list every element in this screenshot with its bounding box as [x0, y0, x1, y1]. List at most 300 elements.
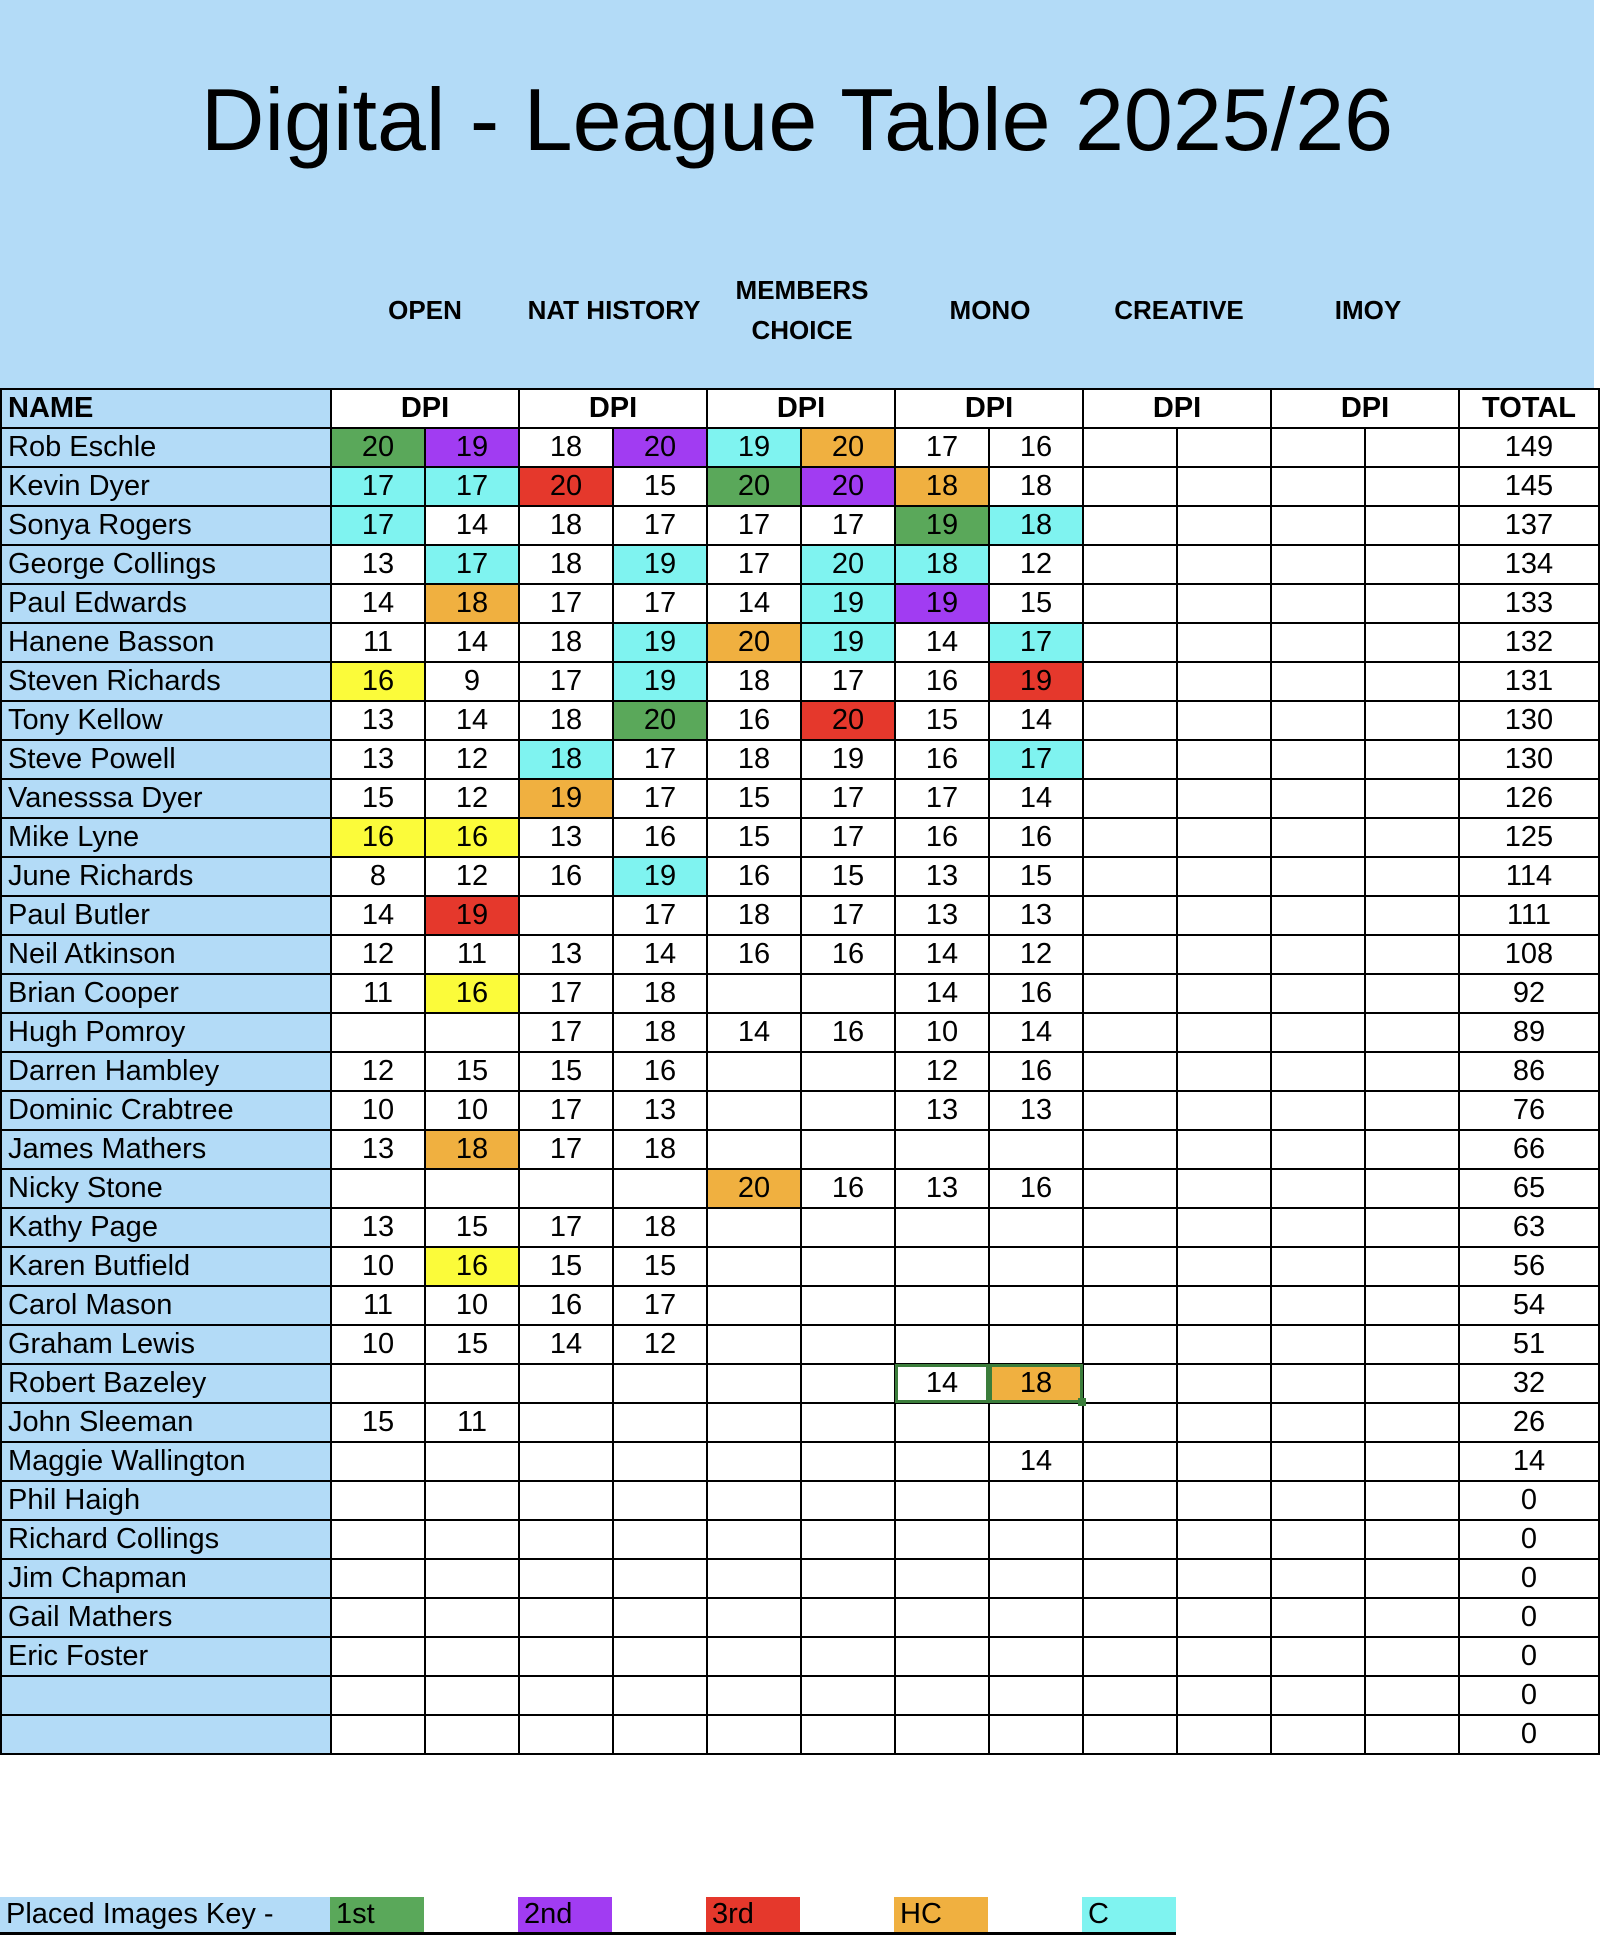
- score-cell[interactable]: 12: [425, 740, 519, 779]
- score-cell[interactable]: 16: [425, 818, 519, 857]
- score-cell[interactable]: [1177, 974, 1271, 1013]
- score-cell[interactable]: [1271, 1637, 1365, 1676]
- member-name-cell[interactable]: Robert Bazeley: [1, 1364, 331, 1403]
- member-name-cell[interactable]: Steve Powell: [1, 740, 331, 779]
- score-cell[interactable]: [707, 1286, 801, 1325]
- selection-fill-handle[interactable]: [1078, 1398, 1086, 1406]
- score-cell[interactable]: [1271, 545, 1365, 584]
- score-cell[interactable]: 13: [519, 935, 613, 974]
- score-cell[interactable]: [1271, 662, 1365, 701]
- score-cell[interactable]: 14: [519, 1325, 613, 1364]
- score-cell[interactable]: [801, 1598, 895, 1637]
- score-cell[interactable]: 18: [519, 701, 613, 740]
- score-cell[interactable]: [613, 1676, 707, 1715]
- total-cell[interactable]: 51: [1459, 1325, 1599, 1364]
- score-cell[interactable]: [989, 1481, 1083, 1520]
- score-cell[interactable]: 18: [519, 428, 613, 467]
- score-cell[interactable]: [895, 1676, 989, 1715]
- score-cell[interactable]: [1271, 1247, 1365, 1286]
- score-cell[interactable]: 19: [707, 428, 801, 467]
- member-name-cell[interactable]: Dominic Crabtree: [1, 1091, 331, 1130]
- member-name-cell[interactable]: Paul Edwards: [1, 584, 331, 623]
- total-cell[interactable]: 65: [1459, 1169, 1599, 1208]
- score-cell[interactable]: 14: [989, 1013, 1083, 1052]
- score-cell[interactable]: 13: [989, 896, 1083, 935]
- score-cell[interactable]: 13: [895, 896, 989, 935]
- score-cell[interactable]: 19: [895, 584, 989, 623]
- score-cell[interactable]: 18: [519, 545, 613, 584]
- score-cell[interactable]: 12: [331, 1052, 425, 1091]
- total-cell[interactable]: 14: [1459, 1442, 1599, 1481]
- total-cell[interactable]: 130: [1459, 701, 1599, 740]
- total-cell[interactable]: 125: [1459, 818, 1599, 857]
- score-cell[interactable]: 15: [425, 1325, 519, 1364]
- score-cell[interactable]: [1083, 1325, 1177, 1364]
- score-cell[interactable]: 16: [895, 740, 989, 779]
- total-cell[interactable]: 132: [1459, 623, 1599, 662]
- score-cell[interactable]: 16: [801, 1013, 895, 1052]
- score-cell[interactable]: 18: [895, 545, 989, 584]
- score-cell[interactable]: [895, 1325, 989, 1364]
- score-cell[interactable]: [1365, 1442, 1459, 1481]
- total-cell[interactable]: 126: [1459, 779, 1599, 818]
- score-cell[interactable]: 15: [425, 1052, 519, 1091]
- score-cell[interactable]: 20: [707, 467, 801, 506]
- selected-score-cell[interactable]: 14: [895, 1364, 989, 1403]
- score-cell[interactable]: [519, 1715, 613, 1754]
- score-cell[interactable]: [519, 1559, 613, 1598]
- score-cell[interactable]: 17: [989, 740, 1083, 779]
- score-cell[interactable]: 15: [989, 584, 1083, 623]
- score-cell[interactable]: [1271, 974, 1365, 1013]
- score-cell[interactable]: 16: [519, 1286, 613, 1325]
- score-cell[interactable]: 14: [895, 935, 989, 974]
- score-cell[interactable]: 17: [707, 506, 801, 545]
- total-cell[interactable]: 56: [1459, 1247, 1599, 1286]
- score-cell[interactable]: [1083, 623, 1177, 662]
- score-cell[interactable]: 19: [801, 623, 895, 662]
- score-cell[interactable]: [707, 1130, 801, 1169]
- score-cell[interactable]: 19: [425, 896, 519, 935]
- score-cell[interactable]: [1177, 428, 1271, 467]
- score-cell[interactable]: [613, 1715, 707, 1754]
- score-cell[interactable]: 17: [519, 584, 613, 623]
- score-cell[interactable]: 13: [331, 701, 425, 740]
- score-cell[interactable]: [1365, 1598, 1459, 1637]
- score-cell[interactable]: [331, 1598, 425, 1637]
- score-cell[interactable]: [1083, 506, 1177, 545]
- score-cell[interactable]: 18: [989, 467, 1083, 506]
- score-cell[interactable]: [519, 1637, 613, 1676]
- score-cell[interactable]: 13: [989, 1091, 1083, 1130]
- score-cell[interactable]: [801, 974, 895, 1013]
- score-cell[interactable]: 12: [425, 857, 519, 896]
- score-cell[interactable]: [1177, 1052, 1271, 1091]
- score-cell[interactable]: [707, 1676, 801, 1715]
- score-cell[interactable]: 11: [331, 623, 425, 662]
- score-cell[interactable]: [1271, 1325, 1365, 1364]
- member-name-cell[interactable]: James Mathers: [1, 1130, 331, 1169]
- score-cell[interactable]: 17: [613, 506, 707, 545]
- score-cell[interactable]: [1177, 896, 1271, 935]
- score-cell[interactable]: [1365, 1481, 1459, 1520]
- score-cell[interactable]: [1365, 1715, 1459, 1754]
- score-cell[interactable]: [1365, 662, 1459, 701]
- score-cell[interactable]: [989, 1247, 1083, 1286]
- member-name-cell[interactable]: Maggie Wallington: [1, 1442, 331, 1481]
- score-cell[interactable]: [1365, 545, 1459, 584]
- score-cell[interactable]: [1271, 1091, 1365, 1130]
- score-cell[interactable]: [801, 1715, 895, 1754]
- score-cell[interactable]: [1365, 1091, 1459, 1130]
- score-cell[interactable]: 15: [613, 467, 707, 506]
- total-cell[interactable]: 0: [1459, 1481, 1599, 1520]
- score-cell[interactable]: [989, 1286, 1083, 1325]
- score-cell[interactable]: [1365, 740, 1459, 779]
- score-cell[interactable]: [331, 1364, 425, 1403]
- score-cell[interactable]: [801, 1676, 895, 1715]
- score-cell[interactable]: [895, 1559, 989, 1598]
- score-cell[interactable]: 18: [707, 662, 801, 701]
- score-cell[interactable]: 17: [801, 506, 895, 545]
- score-cell[interactable]: [1177, 1286, 1271, 1325]
- score-cell[interactable]: [707, 1715, 801, 1754]
- total-column-header[interactable]: TOTAL: [1459, 389, 1599, 428]
- score-cell[interactable]: [801, 1286, 895, 1325]
- score-cell[interactable]: [801, 1130, 895, 1169]
- score-cell[interactable]: [1271, 935, 1365, 974]
- score-cell[interactable]: [1083, 1130, 1177, 1169]
- score-cell[interactable]: 19: [989, 662, 1083, 701]
- score-cell[interactable]: 20: [707, 1169, 801, 1208]
- score-cell[interactable]: 14: [895, 974, 989, 1013]
- score-cell[interactable]: 10: [331, 1091, 425, 1130]
- score-cell[interactable]: [1365, 1208, 1459, 1247]
- member-name-cell[interactable]: Neil Atkinson: [1, 935, 331, 974]
- score-cell[interactable]: 10: [425, 1286, 519, 1325]
- score-cell[interactable]: 14: [707, 1013, 801, 1052]
- score-cell[interactable]: 13: [519, 818, 613, 857]
- score-cell[interactable]: [801, 1091, 895, 1130]
- score-cell[interactable]: 17: [613, 584, 707, 623]
- score-cell[interactable]: [1271, 428, 1365, 467]
- score-cell[interactable]: [1271, 740, 1365, 779]
- total-cell[interactable]: 0: [1459, 1637, 1599, 1676]
- score-cell[interactable]: [519, 1403, 613, 1442]
- score-cell[interactable]: 17: [895, 779, 989, 818]
- score-cell[interactable]: [707, 1208, 801, 1247]
- score-cell[interactable]: 15: [707, 818, 801, 857]
- score-cell[interactable]: 16: [331, 662, 425, 701]
- score-cell[interactable]: 16: [989, 818, 1083, 857]
- score-cell[interactable]: 18: [425, 584, 519, 623]
- dpi-column-header[interactable]: DPI: [895, 389, 1083, 428]
- score-cell[interactable]: [1177, 935, 1271, 974]
- total-cell[interactable]: 108: [1459, 935, 1599, 974]
- score-cell[interactable]: [707, 974, 801, 1013]
- score-cell[interactable]: [989, 1598, 1083, 1637]
- score-cell[interactable]: [1177, 623, 1271, 662]
- member-name-cell[interactable]: Nicky Stone: [1, 1169, 331, 1208]
- score-cell[interactable]: [1083, 857, 1177, 896]
- score-cell[interactable]: 13: [331, 740, 425, 779]
- score-cell[interactable]: [613, 1559, 707, 1598]
- score-cell[interactable]: [1083, 1286, 1177, 1325]
- member-name-cell[interactable]: Carol Mason: [1, 1286, 331, 1325]
- score-cell[interactable]: [519, 1676, 613, 1715]
- member-name-cell[interactable]: Graham Lewis: [1, 1325, 331, 1364]
- score-cell[interactable]: [801, 1442, 895, 1481]
- score-cell[interactable]: [801, 1325, 895, 1364]
- total-cell[interactable]: 0: [1459, 1715, 1599, 1754]
- score-cell[interactable]: 17: [801, 896, 895, 935]
- score-cell[interactable]: 16: [989, 428, 1083, 467]
- total-cell[interactable]: 0: [1459, 1520, 1599, 1559]
- score-cell[interactable]: [1271, 1130, 1365, 1169]
- score-cell[interactable]: 8: [331, 857, 425, 896]
- member-name-cell[interactable]: George Collings: [1, 545, 331, 584]
- score-cell[interactable]: [1177, 1169, 1271, 1208]
- score-cell[interactable]: 17: [613, 1286, 707, 1325]
- score-cell[interactable]: 18: [613, 1013, 707, 1052]
- score-cell[interactable]: 20: [801, 545, 895, 584]
- score-cell[interactable]: [1083, 1208, 1177, 1247]
- score-cell[interactable]: [1177, 467, 1271, 506]
- score-cell[interactable]: 13: [613, 1091, 707, 1130]
- score-cell[interactable]: [801, 1403, 895, 1442]
- score-cell[interactable]: [331, 1520, 425, 1559]
- dpi-column-header[interactable]: DPI: [331, 389, 519, 428]
- score-cell[interactable]: [989, 1715, 1083, 1754]
- total-cell[interactable]: 89: [1459, 1013, 1599, 1052]
- score-cell[interactable]: [1271, 1676, 1365, 1715]
- score-cell[interactable]: [801, 1559, 895, 1598]
- score-cell[interactable]: [1365, 1325, 1459, 1364]
- score-cell[interactable]: [1083, 818, 1177, 857]
- score-cell[interactable]: 18: [613, 1208, 707, 1247]
- member-name-cell[interactable]: June Richards: [1, 857, 331, 896]
- score-cell[interactable]: [989, 1637, 1083, 1676]
- total-cell[interactable]: 0: [1459, 1559, 1599, 1598]
- score-cell[interactable]: [1177, 662, 1271, 701]
- score-cell[interactable]: 17: [989, 623, 1083, 662]
- score-cell[interactable]: [331, 1169, 425, 1208]
- score-cell[interactable]: 17: [519, 1130, 613, 1169]
- score-cell[interactable]: 20: [801, 701, 895, 740]
- score-cell[interactable]: [519, 1169, 613, 1208]
- total-cell[interactable]: 111: [1459, 896, 1599, 935]
- score-cell[interactable]: 16: [425, 974, 519, 1013]
- score-cell[interactable]: 20: [801, 467, 895, 506]
- dpi-column-header[interactable]: DPI: [1271, 389, 1459, 428]
- score-cell[interactable]: [331, 1481, 425, 1520]
- score-cell[interactable]: [1177, 1247, 1271, 1286]
- member-name-cell[interactable]: Rob Eschle: [1, 428, 331, 467]
- score-cell[interactable]: [1365, 1013, 1459, 1052]
- member-name-cell[interactable]: [1, 1715, 331, 1754]
- name-column-header[interactable]: NAME: [1, 389, 331, 428]
- score-cell[interactable]: [1177, 1442, 1271, 1481]
- score-cell[interactable]: [707, 1325, 801, 1364]
- score-cell[interactable]: 19: [801, 740, 895, 779]
- score-cell[interactable]: 20: [519, 467, 613, 506]
- score-cell[interactable]: [1177, 545, 1271, 584]
- score-cell[interactable]: 17: [519, 974, 613, 1013]
- score-cell[interactable]: [1177, 584, 1271, 623]
- score-cell[interactable]: [1271, 1520, 1365, 1559]
- score-cell[interactable]: [1177, 1325, 1271, 1364]
- score-cell[interactable]: 12: [425, 779, 519, 818]
- score-cell[interactable]: 10: [331, 1325, 425, 1364]
- score-cell[interactable]: 15: [519, 1247, 613, 1286]
- score-cell[interactable]: [1177, 701, 1271, 740]
- member-name-cell[interactable]: Brian Cooper: [1, 974, 331, 1013]
- member-name-cell[interactable]: Vanesssa Dyer: [1, 779, 331, 818]
- total-cell[interactable]: 86: [1459, 1052, 1599, 1091]
- score-cell[interactable]: 12: [989, 935, 1083, 974]
- score-cell[interactable]: [1177, 1715, 1271, 1754]
- score-cell[interactable]: [1365, 623, 1459, 662]
- score-cell[interactable]: [1177, 1598, 1271, 1637]
- score-cell[interactable]: 16: [989, 1052, 1083, 1091]
- score-cell[interactable]: [801, 1481, 895, 1520]
- score-cell[interactable]: 17: [425, 467, 519, 506]
- score-cell[interactable]: [1083, 974, 1177, 1013]
- score-cell[interactable]: 11: [425, 935, 519, 974]
- member-name-cell[interactable]: Hugh Pomroy: [1, 1013, 331, 1052]
- score-cell[interactable]: 14: [707, 584, 801, 623]
- score-cell[interactable]: [613, 1637, 707, 1676]
- score-cell[interactable]: [1271, 1364, 1365, 1403]
- member-name-cell[interactable]: Darren Hambley: [1, 1052, 331, 1091]
- score-cell[interactable]: [1083, 1403, 1177, 1442]
- score-cell[interactable]: [1365, 896, 1459, 935]
- score-cell[interactable]: 16: [989, 974, 1083, 1013]
- score-cell[interactable]: [895, 1403, 989, 1442]
- score-cell[interactable]: [1083, 1052, 1177, 1091]
- score-cell[interactable]: [801, 1520, 895, 1559]
- score-cell[interactable]: [707, 1637, 801, 1676]
- score-cell[interactable]: [1083, 1598, 1177, 1637]
- score-cell[interactable]: [989, 1676, 1083, 1715]
- score-cell[interactable]: 17: [519, 1013, 613, 1052]
- total-cell[interactable]: 131: [1459, 662, 1599, 701]
- score-cell[interactable]: [1177, 1364, 1271, 1403]
- score-cell[interactable]: 16: [425, 1247, 519, 1286]
- score-cell[interactable]: [1271, 623, 1365, 662]
- score-cell[interactable]: [1365, 1286, 1459, 1325]
- score-cell[interactable]: [613, 1481, 707, 1520]
- score-cell[interactable]: [707, 1052, 801, 1091]
- member-name-cell[interactable]: Steven Richards: [1, 662, 331, 701]
- score-cell[interactable]: 17: [801, 818, 895, 857]
- score-cell[interactable]: [989, 1520, 1083, 1559]
- total-cell[interactable]: 76: [1459, 1091, 1599, 1130]
- score-cell[interactable]: [1365, 818, 1459, 857]
- score-cell[interactable]: 13: [895, 1091, 989, 1130]
- score-cell[interactable]: 15: [613, 1247, 707, 1286]
- score-cell[interactable]: [1271, 1013, 1365, 1052]
- score-cell[interactable]: 16: [989, 1169, 1083, 1208]
- score-cell[interactable]: [1083, 896, 1177, 935]
- score-cell[interactable]: [1083, 1442, 1177, 1481]
- score-cell[interactable]: [1365, 935, 1459, 974]
- score-cell[interactable]: [989, 1325, 1083, 1364]
- total-cell[interactable]: 92: [1459, 974, 1599, 1013]
- score-cell[interactable]: 15: [895, 701, 989, 740]
- score-cell[interactable]: [425, 1559, 519, 1598]
- score-cell[interactable]: [895, 1442, 989, 1481]
- score-cell[interactable]: 13: [895, 857, 989, 896]
- score-cell[interactable]: 16: [707, 701, 801, 740]
- member-name-cell[interactable]: Eric Foster: [1, 1637, 331, 1676]
- score-cell[interactable]: 16: [895, 662, 989, 701]
- score-cell[interactable]: [989, 1130, 1083, 1169]
- total-cell[interactable]: 54: [1459, 1286, 1599, 1325]
- score-cell[interactable]: 18: [707, 896, 801, 935]
- score-cell[interactable]: 18: [425, 1130, 519, 1169]
- score-cell[interactable]: 17: [613, 779, 707, 818]
- score-cell[interactable]: [1271, 1052, 1365, 1091]
- score-cell[interactable]: [989, 1403, 1083, 1442]
- score-cell[interactable]: [1177, 1520, 1271, 1559]
- score-cell[interactable]: [331, 1676, 425, 1715]
- score-cell[interactable]: 15: [425, 1208, 519, 1247]
- member-name-cell[interactable]: Sonya Rogers: [1, 506, 331, 545]
- score-cell[interactable]: 15: [801, 857, 895, 896]
- score-cell[interactable]: [707, 1520, 801, 1559]
- score-cell[interactable]: 16: [801, 1169, 895, 1208]
- score-cell[interactable]: [1365, 1364, 1459, 1403]
- score-cell[interactable]: [707, 1247, 801, 1286]
- score-cell[interactable]: 16: [519, 857, 613, 896]
- score-cell[interactable]: 17: [613, 896, 707, 935]
- score-cell[interactable]: 19: [613, 623, 707, 662]
- score-cell[interactable]: [1083, 662, 1177, 701]
- score-cell[interactable]: [425, 1520, 519, 1559]
- score-cell[interactable]: [1083, 1520, 1177, 1559]
- score-cell[interactable]: 17: [519, 1208, 613, 1247]
- member-name-cell[interactable]: Karen Butfield: [1, 1247, 331, 1286]
- score-cell[interactable]: [519, 896, 613, 935]
- score-cell[interactable]: [1083, 428, 1177, 467]
- total-cell[interactable]: 130: [1459, 740, 1599, 779]
- score-cell[interactable]: 11: [331, 1286, 425, 1325]
- score-cell[interactable]: 13: [895, 1169, 989, 1208]
- score-cell[interactable]: [989, 1559, 1083, 1598]
- score-cell[interactable]: [613, 1403, 707, 1442]
- total-cell[interactable]: 32: [1459, 1364, 1599, 1403]
- score-cell[interactable]: [1177, 779, 1271, 818]
- score-cell[interactable]: 16: [613, 1052, 707, 1091]
- score-cell[interactable]: [895, 1130, 989, 1169]
- score-cell[interactable]: 9: [425, 662, 519, 701]
- score-cell[interactable]: [1271, 1559, 1365, 1598]
- score-cell[interactable]: [895, 1481, 989, 1520]
- score-cell[interactable]: [1177, 1559, 1271, 1598]
- score-cell[interactable]: [1177, 857, 1271, 896]
- score-cell[interactable]: [1177, 1481, 1271, 1520]
- score-cell[interactable]: [707, 1598, 801, 1637]
- score-cell[interactable]: [1271, 1286, 1365, 1325]
- score-cell[interactable]: [613, 1442, 707, 1481]
- score-cell[interactable]: 19: [613, 857, 707, 896]
- score-cell[interactable]: [1365, 1169, 1459, 1208]
- score-cell[interactable]: [1365, 701, 1459, 740]
- score-cell[interactable]: 14: [425, 701, 519, 740]
- score-cell[interactable]: [425, 1676, 519, 1715]
- score-cell[interactable]: [895, 1247, 989, 1286]
